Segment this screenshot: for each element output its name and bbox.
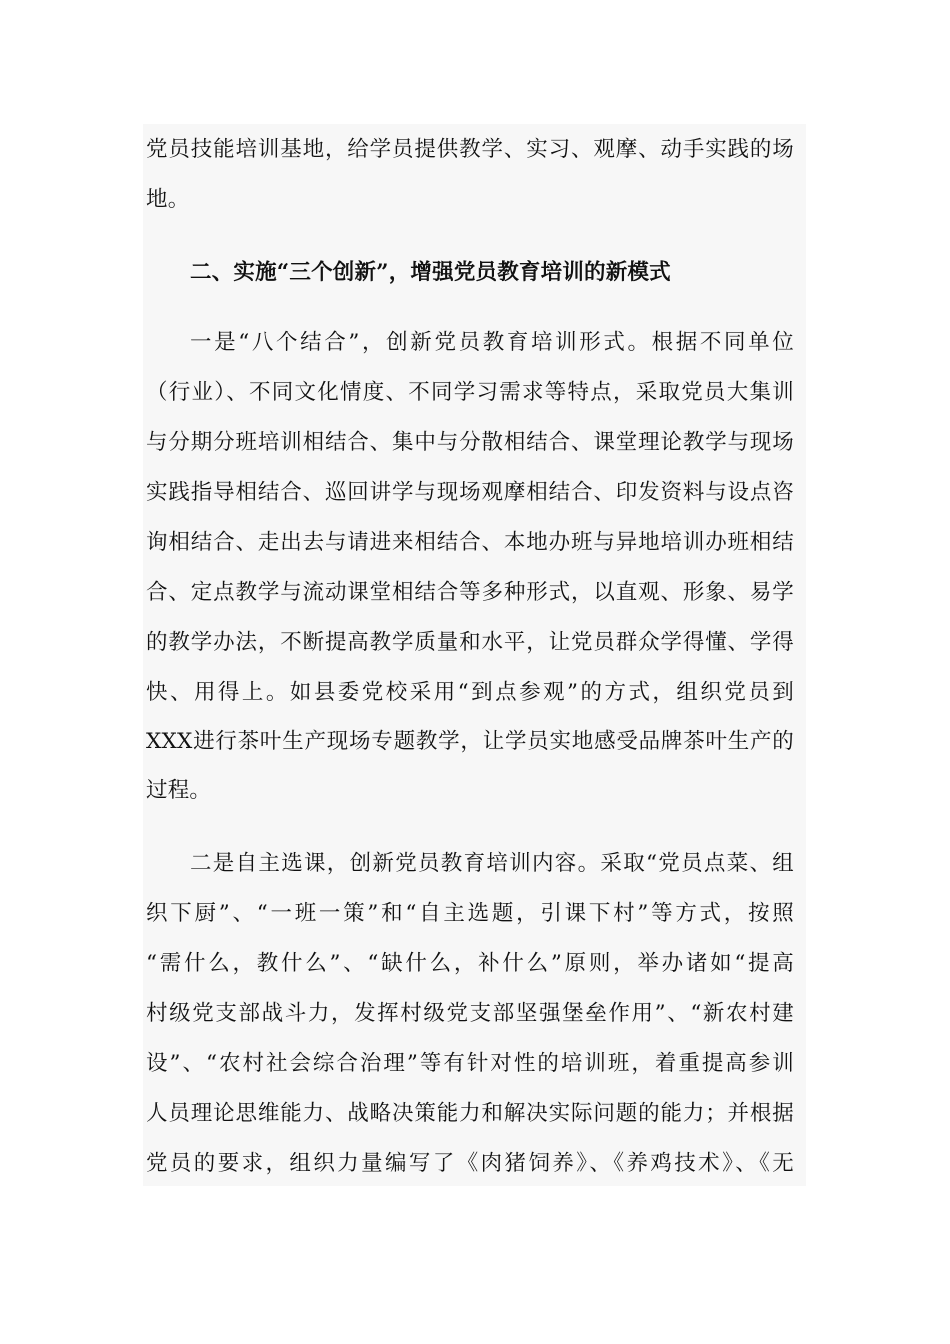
paragraph-line: 询相结合、走出去与请进来相结合、本地办班与异地培训办班相结 bbox=[146, 530, 794, 555]
paragraph-line: 快、用得上。如县委党校采用“到点参观”的方式，组织党员到 bbox=[146, 680, 794, 705]
paragraph-line: （行业）、不同文化情度、不同学习需求等特点，采取党员大集训 bbox=[146, 380, 794, 405]
paragraph-line: “需什么，教什么”、“缺什么，补什么”原则，举办诸如“提高 bbox=[146, 951, 794, 976]
paragraph-line: 党员的要求，组织力量编写了《肉猪饲养》、《养鸡技术》、《无 bbox=[146, 1151, 794, 1176]
paragraph-line: 二是自主选课，创新党员教育培训内容。采取“党员点菜、组 bbox=[190, 851, 794, 876]
paragraph-line: 村级党支部战斗力，发挥村级党支部坚强堡垒作用”、“新农村建 bbox=[146, 1001, 794, 1026]
paragraph-line: 人员理论思维能力、战略决策能力和解决实际问题的能力；并根据 bbox=[146, 1101, 794, 1126]
paragraph-line: 的教学办法，不断提高教学质量和水平，让党员群众学得懂、学得 bbox=[146, 630, 794, 655]
paragraph-line: 一是“八个结合”，创新党员教育培训形式。根据不同单位 bbox=[190, 330, 794, 355]
paragraph-line: 党员技能培训基地，给学员提供教学、实习、观摩、动手实践的场 bbox=[146, 137, 794, 162]
paragraph-line: XXX进行茶叶生产现场专题教学，让学员实地感受品牌茶叶生产的 bbox=[146, 729, 794, 754]
paragraph-line: 织下厨”、“一班一策”和“自主选题，引课下村”等方式，按照 bbox=[146, 901, 794, 926]
paragraph-line: 设”、“农村社会综合治理”等有针对性的培训班，着重提高参训 bbox=[146, 1051, 794, 1076]
paragraph-line: 地。 bbox=[146, 187, 190, 212]
paragraph-line: 实践指导相结合、巡回讲学与现场观摩相结合、印发资料与设点咨 bbox=[146, 480, 794, 505]
paragraph-line: 过程。 bbox=[146, 778, 212, 803]
section-heading: 二、实施“三个创新”，增强党员教育培训的新模式 bbox=[190, 260, 671, 285]
paragraph-line: 与分期分班培训相结合、集中与分散相结合、课堂理论教学与现场 bbox=[146, 430, 794, 455]
paragraph-line: 合、定点教学与流动课堂相结合等多种形式，以直观、形象、易学 bbox=[146, 580, 794, 605]
